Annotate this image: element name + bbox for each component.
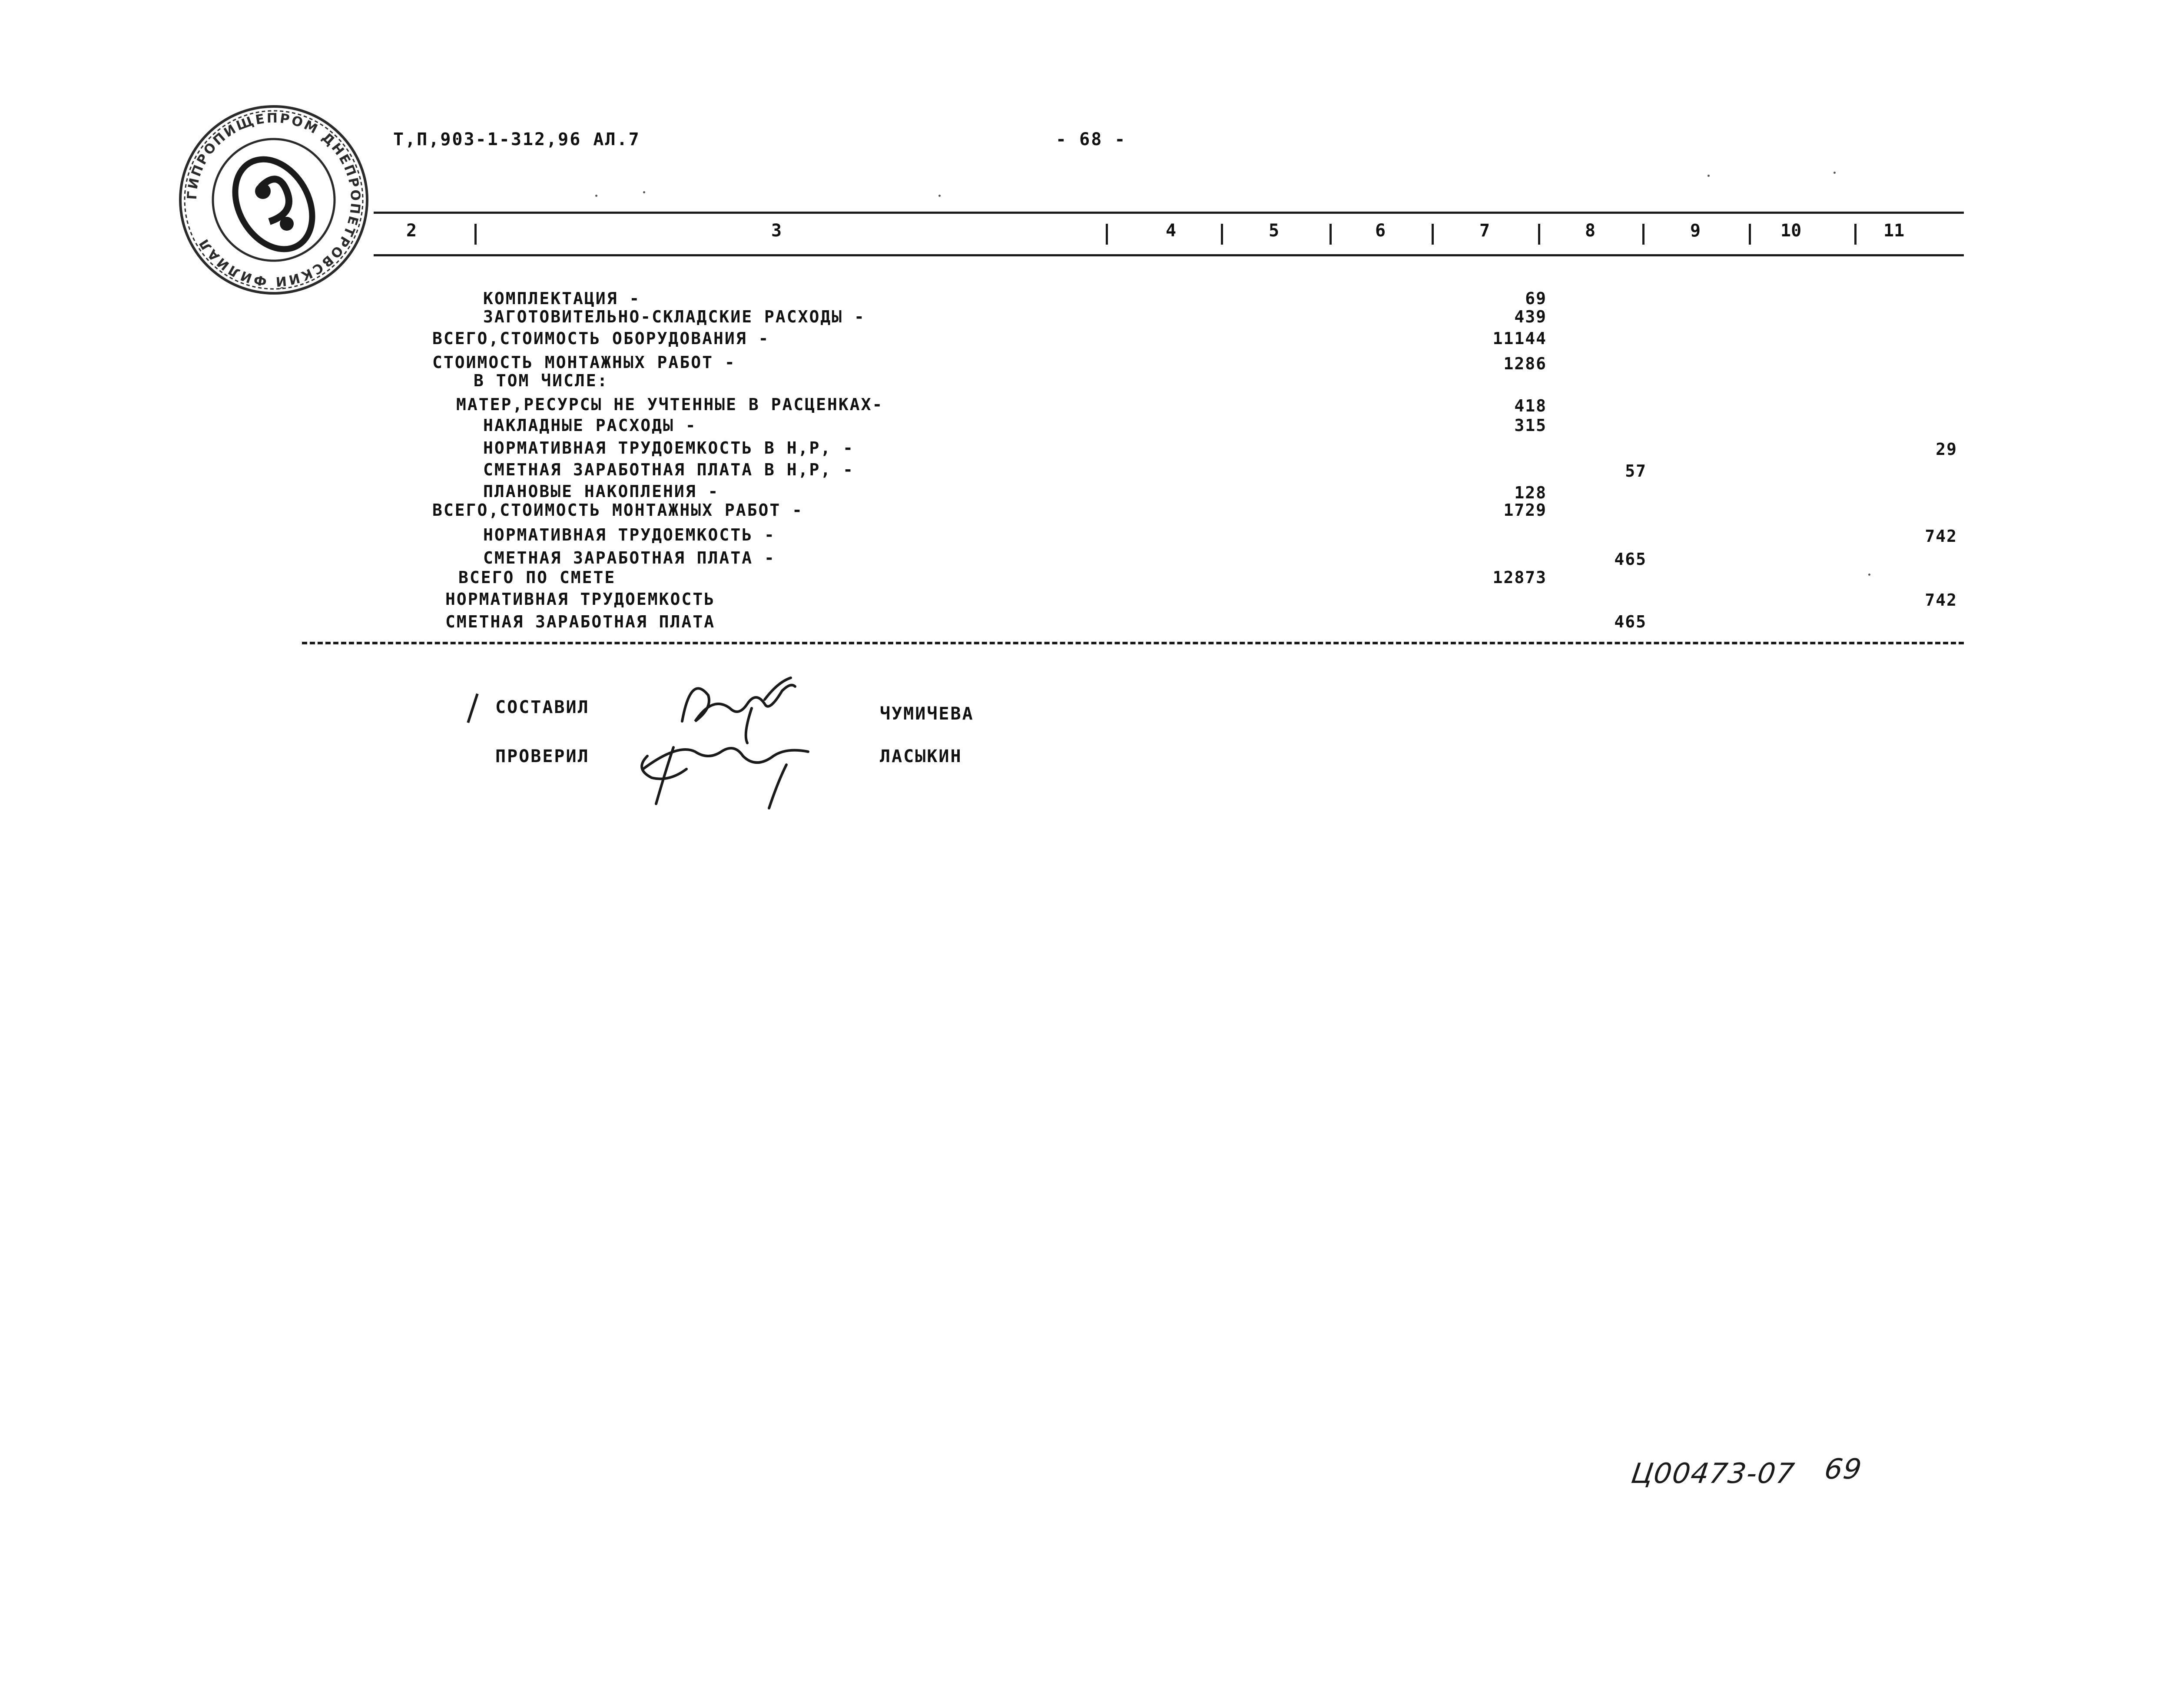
value-col8: 57 [1625,461,1647,481]
table-row-label: НАКЛАДНЫЕ РАСХОДЫ - [483,416,697,435]
value-col7: 439 [1514,307,1547,326]
speck [643,191,645,193]
column-number-10: 10 [1780,221,1802,241]
value-col11: 29 [1936,440,1957,459]
page-number: - 68 - [1056,129,1127,149]
value-col8: 465 [1614,612,1647,631]
column-number-5: 5 [1269,221,1280,241]
table-row-label: СМЕТНАЯ ЗАРАБОТНАЯ ПЛАТА - [483,548,776,567]
column-separator [1854,224,1857,245]
speck [1868,574,1870,576]
column-number-9: 9 [1690,221,1701,241]
table-row-label: МАТЕР,РЕСУРСЫ НЕ УЧТЕННЫЕ В РАСЦЕНКАХ- [456,395,884,414]
speck [1833,172,1836,174]
value-col7: 1286 [1503,354,1547,373]
table-row-label: ПЛАНОВЫЕ НАКОПЛЕНИЯ - [483,482,719,501]
column-number-6: 6 [1375,221,1386,241]
table-end-rule [302,642,1964,644]
table-row-label: ВСЕГО,СТОИМОСТЬ МОНТАЖНЫХ РАБОТ - [432,501,803,520]
column-separator [1538,224,1540,245]
column-separator [1432,224,1434,245]
checked-by-label: ПРОВЕРИЛ [495,746,590,766]
sheet-number: 69 [1822,1453,1864,1486]
speck [1707,175,1710,177]
value-col7: 418 [1514,396,1547,415]
column-separator [1749,224,1751,245]
column-number-11: 11 [1883,221,1905,241]
checked-by-name: ЛАСЫКИН [880,746,962,766]
table-row-label: КОМПЛЕКТАЦИЯ - [483,289,641,308]
value-col11: 742 [1925,590,1957,610]
speck [938,195,941,197]
column-number-4: 4 [1166,221,1177,241]
value-col7: 11144 [1492,329,1547,348]
value-col7: 315 [1514,416,1547,435]
column-separator [1106,224,1108,245]
document-reference: Т,П,903-1-312,96 АЛ.7 [393,129,640,149]
column-number-2: 2 [406,221,417,241]
header-bottom-rule [374,254,1964,256]
column-number-7: 7 [1479,221,1490,241]
table-row-label: НОРМАТИВНАЯ ТРУДОЕМКОСТЬ - [483,525,776,544]
value-col8: 465 [1614,550,1647,569]
table-row-label: НОРМАТИВНАЯ ТРУДОЕМКОСТЬ [445,590,716,609]
table-row-label: СМЕТНАЯ ЗАРАБОТНАЯ ПЛАТА [445,612,716,631]
table-row-label: В ТОМ ЧИСЛЕ: [474,371,609,390]
value-col7: 1729 [1503,501,1547,520]
table-row-label: ВСЕГО ПО СМЕТЕ [458,568,616,587]
speck [595,195,597,197]
value-col7: 128 [1514,483,1547,502]
compiled-by-name: ЧУМИЧЕВА [880,704,974,724]
table-row-label: НОРМАТИВНАЯ ТРУДОЕМКОСТЬ В Н,Р, - [483,438,854,458]
archive-code: Ц00473-07 [1629,1458,1797,1490]
compiled-by-label: СОСТАВИЛ [495,697,590,717]
value-col11: 742 [1925,527,1957,546]
svg-text:ГИПРОПИЩЕПРОМ ДНЕПРОПЕТРОВСКИЙ: ГИПРОПИЩЕПРОМ ДНЕПРОПЕТРОВСКИЙ ФИЛИАЛ [184,110,363,289]
header-top-rule [374,212,1964,214]
table-row-label: СМЕТНАЯ ЗАРАБОТНАЯ ПЛАТА В Н,Р, - [483,460,854,479]
column-separator [1221,224,1223,245]
slash-mark [467,693,478,723]
checked-signature [621,739,830,813]
value-col7: 69 [1525,289,1547,308]
column-number-3: 3 [771,221,782,241]
column-separator [1330,224,1332,245]
table-row-label: СТОИМОСТЬ МОНТАЖНЫХ РАБОТ - [432,353,736,372]
column-separator [1642,224,1644,245]
table-row-label: ЗАГОТОВИТЕЛЬНО-СКЛАДСКИЕ РАСХОДЫ - [483,307,865,326]
official-stamp [174,100,374,300]
value-col7: 12873 [1492,568,1547,587]
column-separator [474,224,477,245]
compiled-signature [665,669,830,747]
table-row-label: ВСЕГО,СТОИМОСТЬ ОБОРУДОВАНИЯ - [432,329,770,348]
column-number-8: 8 [1585,221,1596,241]
